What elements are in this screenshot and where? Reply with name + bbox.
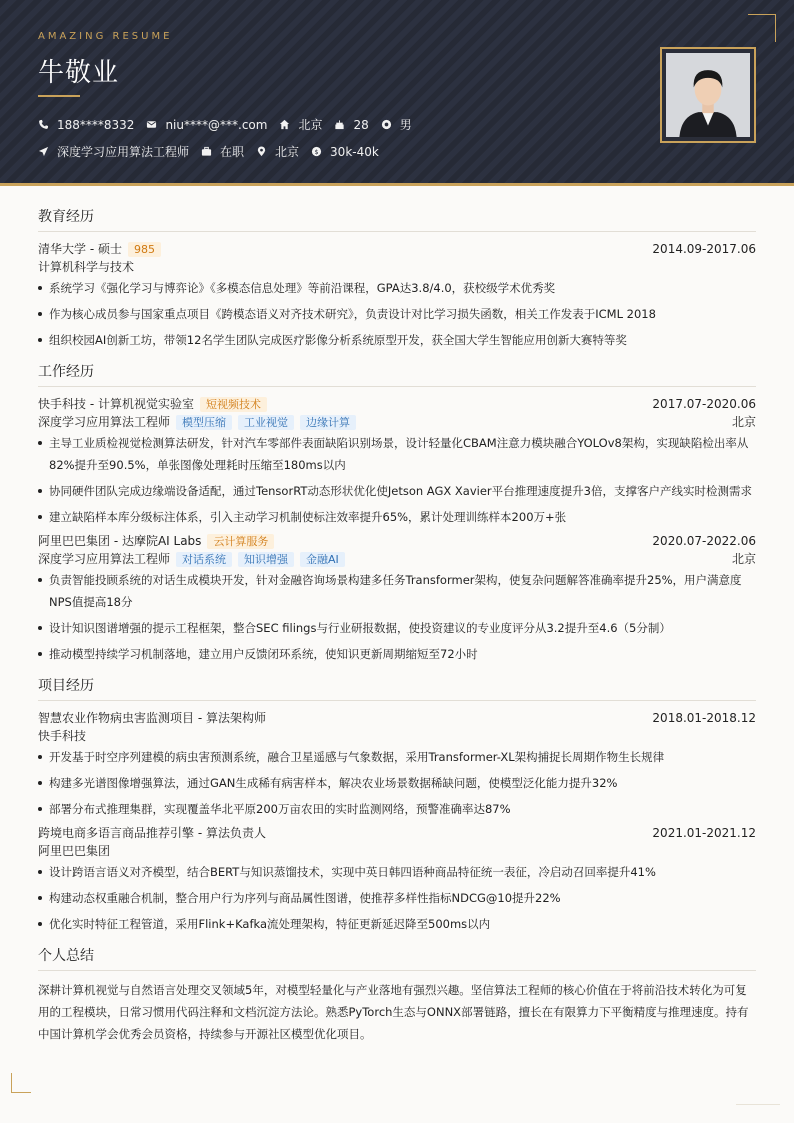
bullet-item: 部署分布式推理集群，实现覆盖华北平原200万亩农田的实时监测网络，预警准确率达87% bbox=[38, 798, 756, 820]
education-section bbox=[38, 206, 756, 351]
entry-header bbox=[38, 240, 756, 258]
bullet-item: 协同硬件团队完成边缘端设备适配，通过TensorRT动态形状优化使Jetson AGX Xavier平台推理速度提升3倍，支撑客户产线实时检测需求 bbox=[38, 480, 756, 502]
entry-header bbox=[38, 824, 756, 842]
target-city-item bbox=[256, 143, 299, 160]
project-name: 智慧农业作物病虫害监测项目 - 算法架构师 bbox=[38, 711, 266, 725]
summary-text: 深耕计算机视觉与自然语言处理交叉领域5年，对模型轻量化与产业落地有强烈兴趣。坚信算法工程师的核心价值在于将前沿技术转化为可复用的工程模块，日常习惯用代码注释和文档沉淀方法论。熟悉PyTorch生态与ONNX部署链路，擅长在有限算力下平衡精度与推理速度。持有中国计算机学会优秀会员资格，持续参与开源社区模型优化项目。 bbox=[38, 983, 749, 1041]
status-item bbox=[201, 143, 244, 160]
project-org: 快手科技 bbox=[38, 729, 87, 743]
mail-icon bbox=[146, 119, 157, 130]
resume-body bbox=[38, 206, 756, 1055]
role-row bbox=[38, 413, 756, 431]
gender-item bbox=[381, 116, 412, 133]
corner-ornament bbox=[748, 14, 776, 42]
section-title: 个人总结 bbox=[38, 945, 756, 971]
phone-icon bbox=[38, 119, 49, 130]
gender-icon bbox=[381, 119, 392, 130]
section-title: 工作经历 bbox=[38, 361, 756, 387]
entry-date: 2021.01-2021.12 bbox=[652, 826, 756, 840]
skill-tag: 模型压缩 bbox=[176, 415, 232, 430]
age-item bbox=[334, 118, 368, 132]
role-row bbox=[38, 550, 756, 568]
corner-ornament bbox=[11, 1073, 31, 1093]
home-icon bbox=[279, 119, 290, 130]
profile-photo bbox=[660, 47, 756, 143]
bullet-item: 作为核心成员参与国家重点项目《跨模态语义对齐技术研究》，负责设计对比学习损失函数，相关工作发表于ICML 2018 bbox=[38, 303, 756, 325]
skill-tag: 知识增强 bbox=[238, 552, 294, 567]
skill-tag: 工业视觉 bbox=[238, 415, 294, 430]
header-gold-line bbox=[0, 183, 794, 186]
position-text: 深度学习应用算法工程师 bbox=[57, 145, 190, 159]
target-city-text: 北京 bbox=[275, 145, 300, 159]
skill-tag: 对话系统 bbox=[176, 552, 232, 567]
age-text: 28 bbox=[353, 117, 369, 132]
project-name: 跨境电商多语言商品推荐引擎 - 算法负责人 bbox=[38, 826, 266, 840]
name-underline bbox=[38, 95, 80, 97]
bullet-item: 系统学习《强化学习与博弈论》《多模态信息处理》等前沿课程，GPA达3.8/4.0，获校级学术优秀奖 bbox=[38, 277, 756, 299]
work-entry bbox=[38, 395, 756, 528]
bullet-item: 构建动态权重融合机制，整合用户行为序列与商品属性图谱，使推荐多样性指标NDCG@10提升22% bbox=[38, 887, 756, 909]
bullet-item: 主导工业质检视觉检测算法研发，针对汽车零部件表面缺陷识别场景，设计轻量化CBAM注意力模块融合YOLOv8架构，实现缺陷检出率从82%提升至90.5%，单张图像处理耗时压缩至180ms以内 bbox=[38, 432, 756, 476]
bullet-item: 推动模型持续学习机制落地，建立用户反馈闭环系统，使知识更新周期缩短至72小时 bbox=[38, 643, 756, 665]
work-city: 北京 bbox=[731, 552, 756, 566]
phone-item bbox=[38, 118, 134, 132]
brand-label: AMAZING RESUME bbox=[38, 31, 173, 42]
company-name: 阿里巴巴集团 - 达摩院AI Labs bbox=[38, 534, 202, 548]
entry-date: 2014.09-2017.06 bbox=[652, 242, 756, 256]
salary-item bbox=[311, 145, 379, 159]
entry-date: 2017.07-2020.06 bbox=[652, 397, 756, 411]
project-entry bbox=[38, 709, 756, 820]
projects-section bbox=[38, 675, 756, 935]
bullet-item: 优化实时特征工程管道，采用Flink+Kafka流处理架构，特征更新延迟降至500ms以内 bbox=[38, 913, 756, 935]
email-text: niu****@***.com bbox=[165, 117, 268, 132]
money-icon bbox=[311, 146, 322, 157]
entry-date: 2018.01-2018.12 bbox=[652, 711, 756, 725]
skill-tag: 边缘计算 bbox=[300, 415, 356, 430]
status-text: 在职 bbox=[220, 145, 245, 159]
bullet-list bbox=[38, 277, 756, 351]
bullet-item: 负责智能投顾系统的对话生成模块开发，针对金融咨询场景构建多任务Transformer架构，使复杂问题解答准确率提升25%，用户满意度NPS值提高18分 bbox=[38, 569, 756, 613]
gender-text: 男 bbox=[399, 118, 412, 132]
bullet-item: 构建多光谱图像增强算法，通过GAN生成稀有病害样本，解决农业场景数据稀缺问题，使模型泛化能力提升32% bbox=[38, 772, 756, 794]
company-tag: 短视频技术 bbox=[200, 397, 267, 412]
header-banner bbox=[0, 0, 794, 186]
bullet-item: 设计知识图谱增强的提示工程框架，整合SEC filings与行业研报数据，使投资建议的专业度评分从3.2提升至4.6（5分制） bbox=[38, 617, 756, 639]
school-name: 清华大学 - 硕士 bbox=[38, 242, 122, 256]
entry-header bbox=[38, 709, 756, 727]
entry-date: 2020.07-2022.06 bbox=[652, 534, 756, 548]
work-city: 北京 bbox=[731, 415, 756, 429]
school-tag: 985 bbox=[128, 242, 161, 257]
bullet-item: 设计跨语言语义对齐模型，结合BERT与知识蒸馏技术，实现中英日韩四语种商品特征统一表征，冷启动召回率提升41% bbox=[38, 861, 756, 883]
email-item bbox=[146, 118, 267, 132]
bullet-list bbox=[38, 861, 756, 935]
education-entry bbox=[38, 240, 756, 351]
bullet-list bbox=[38, 569, 756, 665]
city-text: 北京 bbox=[298, 118, 323, 132]
project-entry bbox=[38, 824, 756, 935]
company-name: 快手科技 - 计算机视觉实验室 bbox=[38, 397, 194, 411]
city-item bbox=[279, 116, 322, 133]
section-title: 教育经历 bbox=[38, 206, 756, 232]
entry-header bbox=[38, 532, 756, 550]
work-section bbox=[38, 361, 756, 665]
bullet-item: 开发基于时空序列建模的病虫害预测系统，融合卫星遥感与气象数据，采用Transformer-XL架构捕捉长周期作物生长规律 bbox=[38, 746, 756, 768]
salary-text: 30k-40k bbox=[330, 144, 379, 159]
role-title: 深度学习应用算法工程师 bbox=[38, 552, 171, 566]
contact-row bbox=[38, 116, 424, 133]
entry-header bbox=[38, 395, 756, 413]
bullet-list bbox=[38, 746, 756, 820]
footer-rule bbox=[736, 1104, 780, 1105]
section-title: 项目经历 bbox=[38, 675, 756, 701]
phone-text: 188****8332 bbox=[57, 117, 135, 132]
location-icon bbox=[256, 146, 267, 157]
major: 计算机科学与技术 bbox=[38, 260, 135, 274]
company-tag: 云计算服务 bbox=[207, 534, 274, 549]
bullet-list bbox=[38, 432, 756, 528]
cake-icon bbox=[334, 119, 345, 130]
send-icon bbox=[38, 146, 49, 157]
project-org: 阿里巴巴集团 bbox=[38, 844, 111, 858]
summary-section bbox=[38, 945, 756, 1045]
briefcase-icon bbox=[201, 146, 212, 157]
svg-text:$: $ bbox=[314, 147, 319, 156]
bullet-item: 组织校园AI创新工坊，带领12名学生团队完成医疗影像分析系统原型开发，获全国大学生智能应用创新大赛特等奖 bbox=[38, 329, 756, 351]
job-intent-row bbox=[38, 143, 391, 160]
role-title: 深度学习应用算法工程师 bbox=[38, 415, 171, 429]
skill-tag: 金融AI bbox=[300, 552, 345, 567]
candidate-name: 牛敬业 bbox=[38, 58, 120, 88]
position-item bbox=[38, 143, 189, 160]
work-entry bbox=[38, 532, 756, 665]
bullet-item: 建立缺陷样本库分级标注体系，引入主动学习机制使标注效率提升65%，累计处理训练样本200万+张 bbox=[38, 506, 756, 528]
avatar bbox=[666, 53, 750, 137]
